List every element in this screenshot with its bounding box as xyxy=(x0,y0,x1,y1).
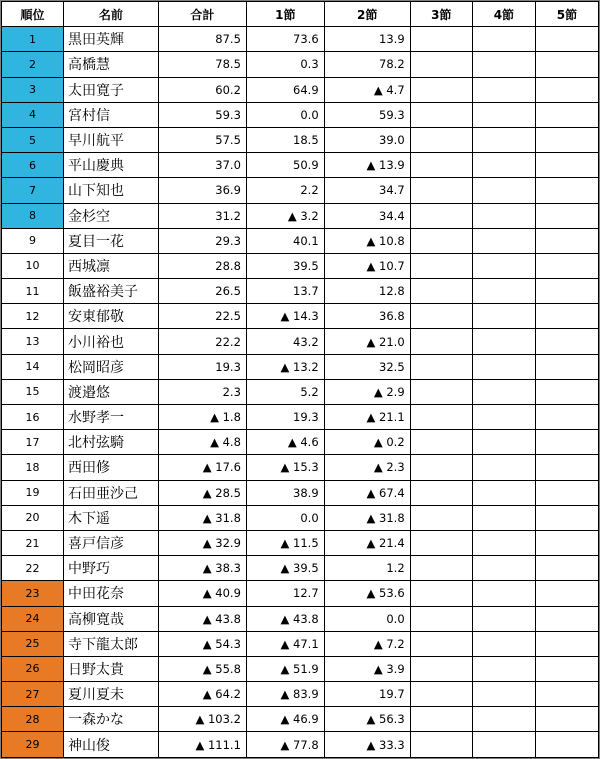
round3-cell[interactable] xyxy=(410,405,472,430)
player-name-cell[interactable]: 飯盛裕美子 xyxy=(64,279,159,304)
player-name-cell[interactable]: 平山慶典 xyxy=(64,153,159,178)
round2-cell[interactable]: 1.2 xyxy=(324,556,410,581)
round5-cell[interactable] xyxy=(535,27,598,52)
round1-cell[interactable]: ▲ 3.2 xyxy=(246,203,324,228)
round4-cell[interactable] xyxy=(472,430,535,455)
table-row xyxy=(2,732,599,757)
round4-cell[interactable] xyxy=(472,480,535,505)
player-name-cell[interactable]: 松岡昭彦 xyxy=(64,354,159,379)
round4-cell[interactable] xyxy=(472,279,535,304)
round1-cell[interactable]: ▲ 4.6 xyxy=(246,430,324,455)
round3-cell[interactable] xyxy=(410,203,472,228)
header-row xyxy=(2,2,599,27)
player-name-cell[interactable]: 渡邉悠 xyxy=(64,379,159,404)
table-row xyxy=(2,505,599,530)
standings-rows xyxy=(2,27,599,757)
round5-cell[interactable] xyxy=(535,631,598,656)
rank-cell[interactable]: 17 xyxy=(2,430,64,455)
table-row xyxy=(2,530,599,555)
round3-cell[interactable] xyxy=(410,27,472,52)
round3-cell[interactable] xyxy=(410,52,472,77)
round1-cell[interactable]: 40.1 xyxy=(246,228,324,253)
player-name-cell[interactable]: 黒田英輝 xyxy=(64,27,159,52)
table-row xyxy=(2,279,599,304)
round2-cell[interactable]: ▲ 3.9 xyxy=(324,656,410,681)
round3-cell[interactable] xyxy=(410,127,472,152)
player-name-cell[interactable]: 一森かな xyxy=(64,707,159,732)
round5-cell[interactable] xyxy=(535,682,598,707)
round4-cell[interactable] xyxy=(472,656,535,681)
total-cell[interactable]: ▲ 64.2 xyxy=(158,682,246,707)
table-row xyxy=(2,707,599,732)
total-cell[interactable]: 26.5 xyxy=(158,279,246,304)
round3-cell[interactable] xyxy=(410,354,472,379)
round4-cell[interactable] xyxy=(472,581,535,606)
round4-cell[interactable] xyxy=(472,127,535,152)
round1-cell[interactable]: 18.5 xyxy=(246,127,324,152)
rank-cell[interactable]: 3 xyxy=(2,77,64,102)
table-row xyxy=(2,27,599,52)
round5-cell[interactable] xyxy=(535,52,598,77)
table-row xyxy=(2,354,599,379)
round3-cell[interactable] xyxy=(410,102,472,127)
round3-cell[interactable] xyxy=(410,253,472,278)
table-row xyxy=(2,153,599,178)
round4-cell[interactable] xyxy=(472,505,535,530)
round4-cell[interactable] xyxy=(472,304,535,329)
round5-cell[interactable] xyxy=(535,505,598,530)
rank-cell[interactable]: 4 xyxy=(2,102,64,127)
rank-cell[interactable]: 25 xyxy=(2,631,64,656)
round4-cell[interactable] xyxy=(472,77,535,102)
rank-cell[interactable]: 20 xyxy=(2,505,64,530)
total-cell[interactable]: 22.2 xyxy=(158,329,246,354)
round1-cell[interactable]: ▲ 43.8 xyxy=(246,606,324,631)
player-name-cell[interactable]: 宮村信 xyxy=(64,102,159,127)
total-cell[interactable]: 28.8 xyxy=(158,253,246,278)
total-cell[interactable]: ▲ 38.3 xyxy=(158,556,246,581)
table-row xyxy=(2,203,599,228)
rank-cell[interactable]: 27 xyxy=(2,682,64,707)
header-round1[interactable]: 1節 xyxy=(246,2,324,27)
round3-cell[interactable] xyxy=(410,77,472,102)
round2-cell[interactable]: 0.0 xyxy=(324,606,410,631)
total-cell[interactable]: 2.3 xyxy=(158,379,246,404)
total-cell[interactable]: ▲ 54.3 xyxy=(158,631,246,656)
round4-cell[interactable] xyxy=(472,153,535,178)
round2-cell[interactable]: 19.7 xyxy=(324,682,410,707)
round2-cell[interactable]: ▲ 10.7 xyxy=(324,253,410,278)
total-cell[interactable]: 60.2 xyxy=(158,77,246,102)
round2-cell[interactable]: 59.3 xyxy=(324,102,410,127)
round3-cell[interactable] xyxy=(410,304,472,329)
round1-cell[interactable]: ▲ 13.2 xyxy=(246,354,324,379)
rank-cell[interactable]: 1 xyxy=(2,27,64,52)
rank-cell[interactable]: 10 xyxy=(2,253,64,278)
round1-cell[interactable]: ▲ 11.5 xyxy=(246,530,324,555)
round2-cell[interactable]: ▲ 21.0 xyxy=(324,329,410,354)
round4-cell[interactable] xyxy=(472,178,535,203)
table-row xyxy=(2,405,599,430)
rank-cell[interactable]: 23 xyxy=(2,581,64,606)
round4-cell[interactable] xyxy=(472,52,535,77)
round2-cell[interactable]: 32.5 xyxy=(324,354,410,379)
round1-cell[interactable]: 73.6 xyxy=(246,27,324,52)
header-round5[interactable]: 5節 xyxy=(535,2,598,27)
round3-cell[interactable] xyxy=(410,505,472,530)
header-round3[interactable]: 3節 xyxy=(410,2,472,27)
total-cell[interactable]: ▲ 40.9 xyxy=(158,581,246,606)
round4-cell[interactable] xyxy=(472,732,535,757)
round5-cell[interactable] xyxy=(535,480,598,505)
table-row xyxy=(2,379,599,404)
player-name-cell[interactable]: 喜戸信彦 xyxy=(64,530,159,555)
round5-cell[interactable] xyxy=(535,530,598,555)
round1-cell[interactable]: 5.2 xyxy=(246,379,324,404)
total-cell[interactable]: ▲ 55.8 xyxy=(158,656,246,681)
round5-cell[interactable] xyxy=(535,253,598,278)
round4-cell[interactable] xyxy=(472,405,535,430)
table-row xyxy=(2,430,599,455)
player-name-cell[interactable]: 早川航平 xyxy=(64,127,159,152)
table-row xyxy=(2,253,599,278)
round1-cell[interactable]: 50.9 xyxy=(246,153,324,178)
total-cell[interactable]: 29.3 xyxy=(158,228,246,253)
round2-cell[interactable]: ▲ 21.4 xyxy=(324,530,410,555)
round2-cell[interactable]: 13.9 xyxy=(324,27,410,52)
round3-cell[interactable] xyxy=(410,682,472,707)
round1-cell[interactable]: 39.5 xyxy=(246,253,324,278)
round2-cell[interactable]: 12.8 xyxy=(324,279,410,304)
rank-cell[interactable]: 9 xyxy=(2,228,64,253)
player-name-cell[interactable]: 中野巧 xyxy=(64,556,159,581)
round5-cell[interactable] xyxy=(535,178,598,203)
round2-cell[interactable]: 36.8 xyxy=(324,304,410,329)
round5-cell[interactable] xyxy=(535,354,598,379)
round2-cell[interactable]: ▲ 7.2 xyxy=(324,631,410,656)
table-row xyxy=(2,556,599,581)
total-cell[interactable]: ▲ 28.5 xyxy=(158,480,246,505)
header-round4[interactable]: 4節 xyxy=(472,2,535,27)
player-name-cell[interactable]: 中田花奈 xyxy=(64,581,159,606)
round4-cell[interactable] xyxy=(472,379,535,404)
round5-cell[interactable] xyxy=(535,279,598,304)
round2-cell[interactable]: ▲ 67.4 xyxy=(324,480,410,505)
round5-cell[interactable] xyxy=(535,606,598,631)
header-rank[interactable]: 順位 xyxy=(2,2,64,27)
round5-cell[interactable] xyxy=(535,203,598,228)
rank-cell[interactable]: 11 xyxy=(2,279,64,304)
total-cell[interactable]: ▲ 31.8 xyxy=(158,505,246,530)
round1-cell[interactable]: 13.7 xyxy=(246,279,324,304)
round2-cell[interactable]: ▲ 0.2 xyxy=(324,430,410,455)
round2-cell[interactable]: ▲ 56.3 xyxy=(324,707,410,732)
round2-cell[interactable]: ▲ 2.9 xyxy=(324,379,410,404)
round5-cell[interactable] xyxy=(535,455,598,480)
table-row xyxy=(2,329,599,354)
round1-cell[interactable]: 64.9 xyxy=(246,77,324,102)
round3-cell[interactable] xyxy=(410,656,472,681)
round1-cell[interactable]: 12.7 xyxy=(246,581,324,606)
round1-cell[interactable]: ▲ 77.8 xyxy=(246,732,324,757)
player-name-cell[interactable]: 石田亜沙己 xyxy=(64,480,159,505)
round3-cell[interactable] xyxy=(410,430,472,455)
round5-cell[interactable] xyxy=(535,707,598,732)
round3-cell[interactable] xyxy=(410,707,472,732)
rank-cell[interactable]: 2 xyxy=(2,52,64,77)
total-cell[interactable]: 22.5 xyxy=(158,304,246,329)
round3-cell[interactable] xyxy=(410,530,472,555)
total-cell[interactable]: ▲ 43.8 xyxy=(158,606,246,631)
table-row xyxy=(2,581,599,606)
round1-cell[interactable]: ▲ 51.9 xyxy=(246,656,324,681)
player-name-cell[interactable]: 山下知也 xyxy=(64,178,159,203)
round2-cell[interactable]: ▲ 2.3 xyxy=(324,455,410,480)
round3-cell[interactable] xyxy=(410,480,472,505)
round2-cell[interactable]: ▲ 13.9 xyxy=(324,153,410,178)
player-name-cell[interactable]: 高柳寛哉 xyxy=(64,606,159,631)
player-name-cell[interactable]: 夏川夏未 xyxy=(64,682,159,707)
round3-cell[interactable] xyxy=(410,631,472,656)
round4-cell[interactable] xyxy=(472,228,535,253)
round5-cell[interactable] xyxy=(535,153,598,178)
round5-cell[interactable] xyxy=(535,127,598,152)
player-name-cell[interactable]: 太田寛子 xyxy=(64,77,159,102)
total-cell[interactable]: 36.9 xyxy=(158,178,246,203)
total-cell[interactable]: ▲ 17.6 xyxy=(158,455,246,480)
table-row xyxy=(2,77,599,102)
round1-cell[interactable]: ▲ 46.9 xyxy=(246,707,324,732)
player-name-cell[interactable]: 木下遥 xyxy=(64,505,159,530)
round5-cell[interactable] xyxy=(535,379,598,404)
total-cell[interactable]: 59.3 xyxy=(158,102,246,127)
round4-cell[interactable] xyxy=(472,707,535,732)
player-name-cell[interactable]: 神山俊 xyxy=(64,732,159,757)
round3-cell[interactable] xyxy=(410,329,472,354)
table-row xyxy=(2,480,599,505)
round4-cell[interactable] xyxy=(472,682,535,707)
round5-cell[interactable] xyxy=(535,430,598,455)
round5-cell[interactable] xyxy=(535,228,598,253)
round1-cell[interactable]: ▲ 39.5 xyxy=(246,556,324,581)
player-name-cell[interactable]: 小川裕也 xyxy=(64,329,159,354)
rank-cell[interactable]: 14 xyxy=(2,354,64,379)
rank-cell[interactable]: 28 xyxy=(2,707,64,732)
rank-cell[interactable]: 5 xyxy=(2,127,64,152)
round3-cell[interactable] xyxy=(410,606,472,631)
header-total[interactable]: 合計 xyxy=(158,2,246,27)
round3-cell[interactable] xyxy=(410,228,472,253)
table-row xyxy=(2,178,599,203)
round1-cell[interactable]: 0.0 xyxy=(246,102,324,127)
player-name-cell[interactable]: 西田修 xyxy=(64,455,159,480)
total-cell[interactable]: ▲ 103.2 xyxy=(158,707,246,732)
round1-cell[interactable]: 38.9 xyxy=(246,480,324,505)
player-name-cell[interactable]: 水野孝一 xyxy=(64,405,159,430)
round5-cell[interactable] xyxy=(535,77,598,102)
total-cell[interactable]: ▲ 4.8 xyxy=(158,430,246,455)
total-cell[interactable]: 78.5 xyxy=(158,52,246,77)
header-name[interactable]: 名前 xyxy=(64,2,159,27)
round3-cell[interactable] xyxy=(410,178,472,203)
round2-cell[interactable]: ▲ 53.6 xyxy=(324,581,410,606)
round2-cell[interactable]: 34.4 xyxy=(324,203,410,228)
round4-cell[interactable] xyxy=(472,27,535,52)
table-row xyxy=(2,127,599,152)
round4-cell[interactable] xyxy=(472,329,535,354)
round5-cell[interactable] xyxy=(535,329,598,354)
round4-cell[interactable] xyxy=(472,102,535,127)
round3-cell[interactable] xyxy=(410,279,472,304)
round2-cell[interactable]: ▲ 21.1 xyxy=(324,405,410,430)
total-cell[interactable]: ▲ 32.9 xyxy=(158,530,246,555)
total-cell[interactable]: ▲ 111.1 xyxy=(158,732,246,757)
standings-table xyxy=(1,1,599,758)
round5-cell[interactable] xyxy=(535,581,598,606)
player-name-cell[interactable]: 夏目一花 xyxy=(64,228,159,253)
round5-cell[interactable] xyxy=(535,405,598,430)
rank-cell[interactable]: 18 xyxy=(2,455,64,480)
rank-cell[interactable]: 21 xyxy=(2,530,64,555)
round2-cell[interactable]: 39.0 xyxy=(324,127,410,152)
rank-cell[interactable]: 7 xyxy=(2,178,64,203)
rank-cell[interactable]: 26 xyxy=(2,656,64,681)
round4-cell[interactable] xyxy=(472,354,535,379)
player-name-cell[interactable]: 安東郁敬 xyxy=(64,304,159,329)
rank-cell[interactable]: 19 xyxy=(2,480,64,505)
table-row xyxy=(2,606,599,631)
player-name-cell[interactable]: 金杉空 xyxy=(64,203,159,228)
round1-cell[interactable]: 0.3 xyxy=(246,52,324,77)
round1-cell[interactable]: 19.3 xyxy=(246,405,324,430)
rank-cell[interactable]: 12 xyxy=(2,304,64,329)
round2-cell[interactable]: ▲ 33.3 xyxy=(324,732,410,757)
total-cell[interactable]: ▲ 1.8 xyxy=(158,405,246,430)
round5-cell[interactable] xyxy=(535,102,598,127)
table-row xyxy=(2,631,599,656)
round3-cell[interactable] xyxy=(410,379,472,404)
table-row xyxy=(2,52,599,77)
player-name-cell[interactable]: 西城凛 xyxy=(64,253,159,278)
total-cell[interactable]: 31.2 xyxy=(158,203,246,228)
rank-cell[interactable]: 13 xyxy=(2,329,64,354)
round3-cell[interactable] xyxy=(410,153,472,178)
table-row xyxy=(2,455,599,480)
rank-cell[interactable]: 29 xyxy=(2,732,64,757)
round1-cell[interactable]: ▲ 83.9 xyxy=(246,682,324,707)
round3-cell[interactable] xyxy=(410,581,472,606)
player-name-cell[interactable]: 寺下龍太郎 xyxy=(64,631,159,656)
total-cell[interactable]: 19.3 xyxy=(158,354,246,379)
header-round2[interactable]: 2節 xyxy=(324,2,410,27)
round3-cell[interactable] xyxy=(410,732,472,757)
round1-cell[interactable]: ▲ 15.3 xyxy=(246,455,324,480)
round2-cell[interactable]: ▲ 4.7 xyxy=(324,77,410,102)
round5-cell[interactable] xyxy=(535,304,598,329)
round3-cell[interactable] xyxy=(410,556,472,581)
round1-cell[interactable]: ▲ 47.1 xyxy=(246,631,324,656)
rank-cell[interactable]: 24 xyxy=(2,606,64,631)
player-name-cell[interactable]: 日野太貴 xyxy=(64,656,159,681)
round2-cell[interactable]: 34.7 xyxy=(324,178,410,203)
round1-cell[interactable]: 43.2 xyxy=(246,329,324,354)
round5-cell[interactable] xyxy=(535,556,598,581)
rank-cell[interactable]: 16 xyxy=(2,405,64,430)
rank-cell[interactable]: 22 xyxy=(2,556,64,581)
round4-cell[interactable] xyxy=(472,203,535,228)
round4-cell[interactable] xyxy=(472,631,535,656)
table-row xyxy=(2,304,599,329)
table-row xyxy=(2,656,599,681)
round4-cell[interactable] xyxy=(472,556,535,581)
player-name-cell[interactable]: 北村弦騎 xyxy=(64,430,159,455)
round1-cell[interactable]: 2.2 xyxy=(246,178,324,203)
table-row xyxy=(2,102,599,127)
rank-cell[interactable]: 6 xyxy=(2,153,64,178)
round3-cell[interactable] xyxy=(410,455,472,480)
total-cell[interactable]: 87.5 xyxy=(158,27,246,52)
table-row xyxy=(2,682,599,707)
round4-cell[interactable] xyxy=(472,530,535,555)
total-cell[interactable]: 37.0 xyxy=(158,153,246,178)
round1-cell[interactable]: ▲ 14.3 xyxy=(246,304,324,329)
round2-cell[interactable]: ▲ 31.8 xyxy=(324,505,410,530)
round2-cell[interactable]: ▲ 10.8 xyxy=(324,228,410,253)
table-row xyxy=(2,228,599,253)
round2-cell[interactable]: 78.2 xyxy=(324,52,410,77)
total-cell[interactable]: 57.5 xyxy=(158,127,246,152)
round4-cell[interactable] xyxy=(472,455,535,480)
rank-cell[interactable]: 8 xyxy=(2,203,64,228)
round5-cell[interactable] xyxy=(535,732,598,757)
round1-cell[interactable]: 0.0 xyxy=(246,505,324,530)
rank-cell[interactable]: 15 xyxy=(2,379,64,404)
round4-cell[interactable] xyxy=(472,606,535,631)
player-name-cell[interactable]: 高橋慧 xyxy=(64,52,159,77)
round4-cell[interactable] xyxy=(472,253,535,278)
round5-cell[interactable] xyxy=(535,656,598,681)
